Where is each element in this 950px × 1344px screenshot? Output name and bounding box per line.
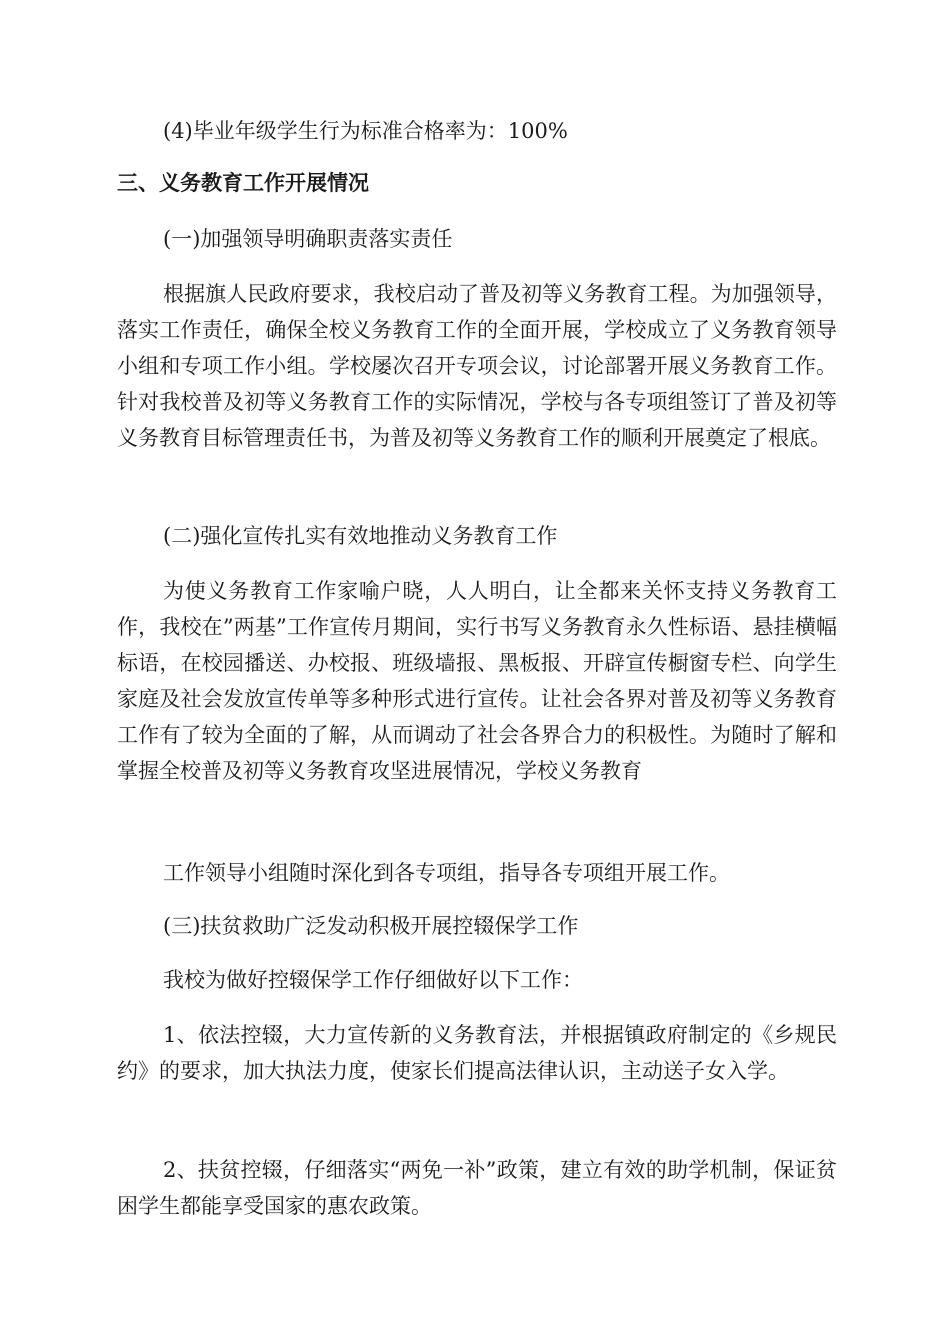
paragraph-dropout-intro: 我校为做好控辍保学工作仔细做好以下工作：	[163, 968, 583, 992]
subsection-2-heading: (二)强化宣传扎实有效地推动义务教育工作	[163, 524, 558, 548]
list-item-legal: 1、依法控辍，大力宣传新的义务教育法，并根据镇政府制定的《乡规民约》的要求，加大执法力度，使家长们提高法律认识，主动送子女入学。	[117, 1023, 837, 1083]
paragraph-publicity: 为使义务教育工作家喻户晓，人人明白，让全都来关怀支持义务教育工作，我校在”两基”工作宣传月期间，实行书写义务教育永久性标语、悬挂横幅标语，在校园播送、办校报、班级墙报、黑板报、开辟宣传橱窗专栏、向学生家庭及社会发放宣传单等多种形式进行宣传。让社会各界对普及初等义务教育工作有了较为全面的了解，从而调动了社会各界合力的积极性。为随时了解和掌握全校普及初等义务教育攻坚进展情况，学校义务教育	[117, 579, 837, 783]
list-item-poverty: 2、扶贫控辍，仔细落实“两免一补”政策，建立有效的助学机制，保证贫困学生都能享受国家的惠农政策。	[117, 1158, 837, 1218]
subsection-3-heading: (三)扶贫救助广泛发动积极开展控辍保学工作	[163, 914, 579, 938]
graduation-rate-line: (4)毕业年级学生行为标准合格率为：100%	[163, 119, 568, 143]
paragraph-guidance: 工作领导小组随时深化到各专项组，指导各专项组开展工作。	[163, 861, 730, 885]
section-3-heading: 三、义务教育工作开展情况	[117, 171, 369, 195]
paragraph-leadership: 根据旗人民政府要求，我校启动了普及初等义务教育工程。为加强领导，落实工作责任，确保全校义务教育工作的全面开展，学校成立了义务教育领导小组和专项工作小组。学校屡次召开专项会议，讨论部署开展义务教育工作。针对我校普及初等义务教育工作的实际情况，学校与各专项组签订了普及初等义务教育目标管理责任书，为普及初等义务教育工作的顺利开展奠定了根底。	[117, 282, 837, 450]
subsection-1-heading: (一)加强领导明确职责落实责任	[163, 227, 453, 251]
